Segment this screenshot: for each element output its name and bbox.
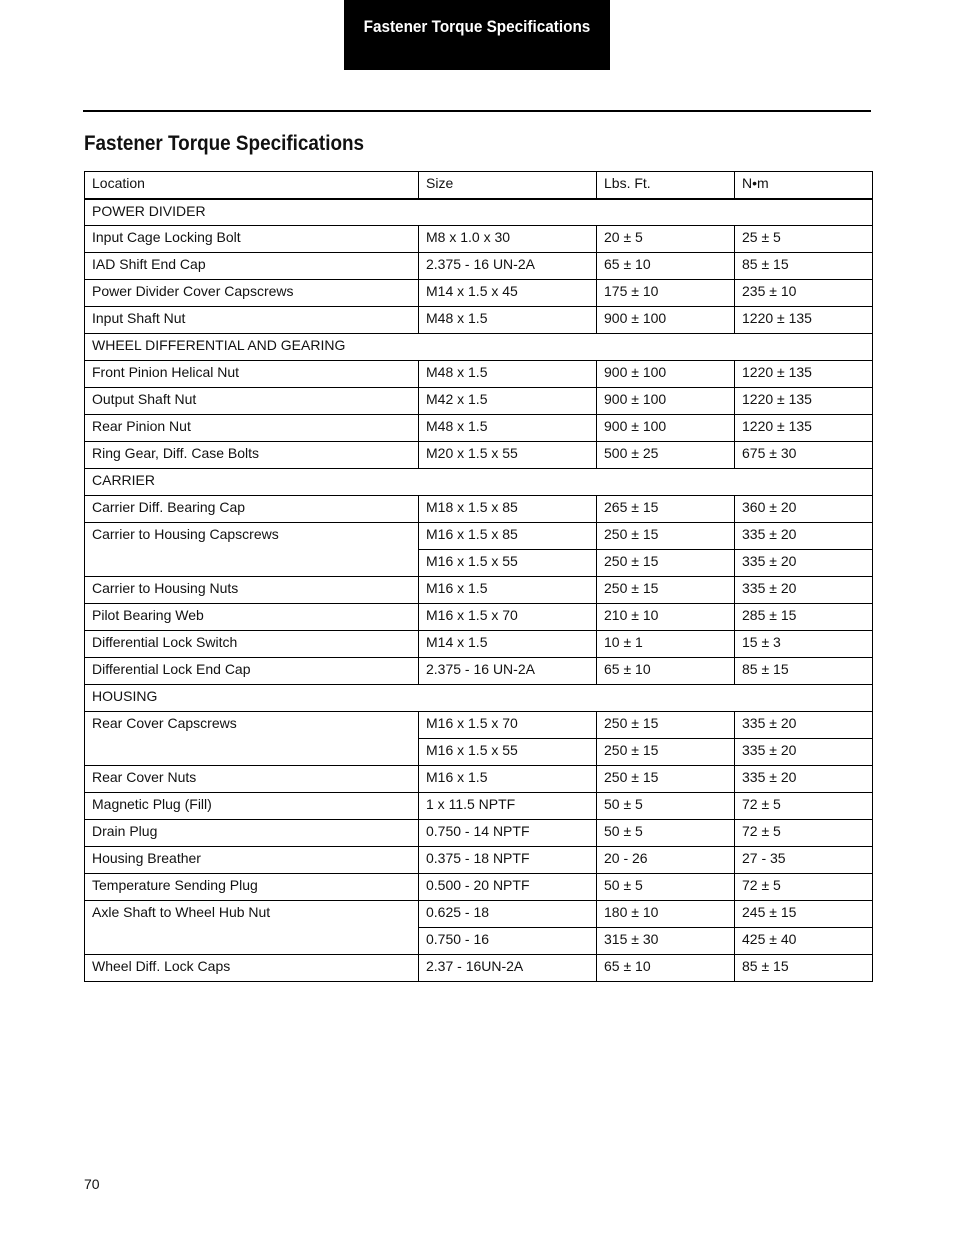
cell-size: M16 x 1.5 x 55 [419,739,597,766]
page-title-text: Fastener Torque Specifications [84,132,365,155]
cell-location: Rear Cover Nuts [85,766,419,793]
cell-location: Input Shaft Nut [85,307,419,334]
cell-location: Differential Lock End Cap [85,658,419,685]
header-tab [344,0,610,70]
column-header-location: Location [85,172,419,199]
cell-nm: 425 ± 40 [735,928,873,955]
cell-nm: 285 ± 15 [735,604,873,631]
header-rule [83,110,871,112]
cell-lbs-ft: 180 ± 10 [597,901,735,928]
column-header-lbs-ft: Lbs. Ft. [597,172,735,199]
section-row [85,199,873,226]
table-row [85,901,873,928]
cell-size: M8 x 1.0 x 30 [419,226,597,253]
cell-lbs-ft: 50 ± 5 [597,820,735,847]
table-row [85,415,873,442]
cell-size: M14 x 1.5 x 45 [419,280,597,307]
cell-nm: 235 ± 10 [735,280,873,307]
cell-lbs-ft: 315 ± 30 [597,928,735,955]
cell-lbs-ft: 900 ± 100 [597,361,735,388]
cell-lbs-ft: 250 ± 15 [597,739,735,766]
cell-nm: 335 ± 20 [735,550,873,577]
cell-nm: 1220 ± 135 [735,307,873,334]
cell-location: Drain Plug [85,820,419,847]
cell-lbs-ft: 250 ± 15 [597,766,735,793]
table-row [85,226,873,253]
cell-size: 0.750 - 14 NPTF [419,820,597,847]
cell-lbs-ft: 65 ± 10 [597,658,735,685]
column-header-nm: N•m [735,172,873,199]
cell-size: M48 x 1.5 [419,361,597,388]
table-row [85,388,873,415]
cell-size: M18 x 1.5 x 85 [419,496,597,523]
cell-size: M14 x 1.5 [419,631,597,658]
table-row [85,955,873,982]
table-row [85,658,873,685]
cell-size: M16 x 1.5 x 55 [419,550,597,577]
cell-nm: 72 ± 5 [735,874,873,901]
cell-size: M16 x 1.5 x 70 [419,712,597,739]
cell-location: Power Divider Cover Capscrews [85,280,419,307]
cell-location: Differential Lock Switch [85,631,419,658]
cell-lbs-ft: 250 ± 15 [597,550,735,577]
cell-lbs-ft: 500 ± 25 [597,442,735,469]
cell-lbs-ft: 50 ± 5 [597,793,735,820]
cell-nm: 335 ± 20 [735,523,873,550]
table-row [85,361,873,388]
table-row [85,577,873,604]
cell-location: Temperature Sending Plug [85,874,419,901]
cell-nm: 85 ± 15 [735,658,873,685]
cell-nm: 335 ± 20 [735,577,873,604]
cell-lbs-ft: 65 ± 10 [597,955,735,982]
cell-size: 2.375 - 16 UN-2A [419,253,597,280]
cell-size: M20 x 1.5 x 55 [419,442,597,469]
cell-lbs-ft: 210 ± 10 [597,604,735,631]
cell-nm: 1220 ± 135 [735,361,873,388]
table-row [85,496,873,523]
table-row [85,766,873,793]
cell-nm: 27 - 35 [735,847,873,874]
cell-nm: 85 ± 15 [735,955,873,982]
cell-location: Wheel Diff. Lock Caps [85,955,419,982]
table-row [85,820,873,847]
column-header-size: Size [419,172,597,199]
cell-lbs-ft: 20 - 26 [597,847,735,874]
cell-location: Housing Breather [85,847,419,874]
cell-size: 2.37 - 16UN-2A [419,955,597,982]
table-row [85,442,873,469]
cell-size: M42 x 1.5 [419,388,597,415]
cell-location: Output Shaft Nut [85,388,419,415]
cell-lbs-ft: 20 ± 5 [597,226,735,253]
page-title [84,132,395,156]
section-row [85,469,873,496]
table-row [85,253,873,280]
cell-location: Rear Pinion Nut [85,415,419,442]
cell-location: Front Pinion Helical Nut [85,361,419,388]
cell-nm: 15 ± 3 [735,631,873,658]
torque-spec-table [84,171,873,982]
cell-lbs-ft: 900 ± 100 [597,388,735,415]
cell-nm: 360 ± 20 [735,496,873,523]
cell-size: 0.375 - 18 NPTF [419,847,597,874]
cell-nm: 25 ± 5 [735,226,873,253]
cell-nm: 675 ± 30 [735,442,873,469]
cell-location: Carrier to Housing Nuts [85,577,419,604]
table-row [85,793,873,820]
cell-nm: 335 ± 20 [735,712,873,739]
table-row [85,523,873,550]
section-label: CARRIER [85,469,873,496]
cell-lbs-ft: 175 ± 10 [597,280,735,307]
table-body [85,199,873,982]
cell-size: 1 x 11.5 NPTF [419,793,597,820]
cell-lbs-ft: 10 ± 1 [597,631,735,658]
cell-location: Magnetic Plug (Fill) [85,793,419,820]
header-tab-label: Fastener Torque Specifications [363,17,591,36]
cell-lbs-ft: 250 ± 15 [597,577,735,604]
cell-nm: 335 ± 20 [735,766,873,793]
cell-nm: 72 ± 5 [735,793,873,820]
cell-location: IAD Shift End Cap [85,253,419,280]
table-row [85,712,873,739]
cell-lbs-ft: 50 ± 5 [597,874,735,901]
cell-nm: 72 ± 5 [735,820,873,847]
cell-nm: 245 ± 15 [735,901,873,928]
cell-size: M48 x 1.5 [419,415,597,442]
cell-location: Rear Cover Capscrews [85,712,419,766]
table-row [85,307,873,334]
cell-location: Carrier Diff. Bearing Cap [85,496,419,523]
cell-location: Axle Shaft to Wheel Hub Nut [85,901,419,955]
cell-nm: 85 ± 15 [735,253,873,280]
cell-size: 0.625 - 18 [419,901,597,928]
table-row [85,847,873,874]
cell-lbs-ft: 900 ± 100 [597,307,735,334]
table-header-row [85,172,873,199]
cell-size: M16 x 1.5 [419,577,597,604]
cell-size: M16 x 1.5 x 85 [419,523,597,550]
cell-location: Pilot Bearing Web [85,604,419,631]
cell-nm: 1220 ± 135 [735,388,873,415]
table-row [85,631,873,658]
cell-lbs-ft: 65 ± 10 [597,253,735,280]
table-row [85,280,873,307]
cell-lbs-ft: 265 ± 15 [597,496,735,523]
section-row [85,685,873,712]
cell-size: 2.375 - 16 UN-2A [419,658,597,685]
page-number: 70 [84,1176,100,1192]
section-label: WHEEL DIFFERENTIAL AND GEARING [85,334,873,361]
cell-size: M16 x 1.5 [419,766,597,793]
table-row [85,604,873,631]
cell-lbs-ft: 250 ± 15 [597,712,735,739]
cell-location: Input Cage Locking Bolt [85,226,419,253]
cell-lbs-ft: 250 ± 15 [597,523,735,550]
table-row [85,874,873,901]
cell-nm: 1220 ± 135 [735,415,873,442]
cell-size: 0.500 - 20 NPTF [419,874,597,901]
cell-size: M16 x 1.5 x 70 [419,604,597,631]
cell-size: M48 x 1.5 [419,307,597,334]
section-label: POWER DIVIDER [85,199,873,226]
cell-lbs-ft: 900 ± 100 [597,415,735,442]
section-row [85,334,873,361]
cell-nm: 335 ± 20 [735,739,873,766]
cell-location: Ring Gear, Diff. Case Bolts [85,442,419,469]
cell-size: 0.750 - 16 [419,928,597,955]
cell-location: Carrier to Housing Capscrews [85,523,419,577]
section-label: HOUSING [85,685,873,712]
